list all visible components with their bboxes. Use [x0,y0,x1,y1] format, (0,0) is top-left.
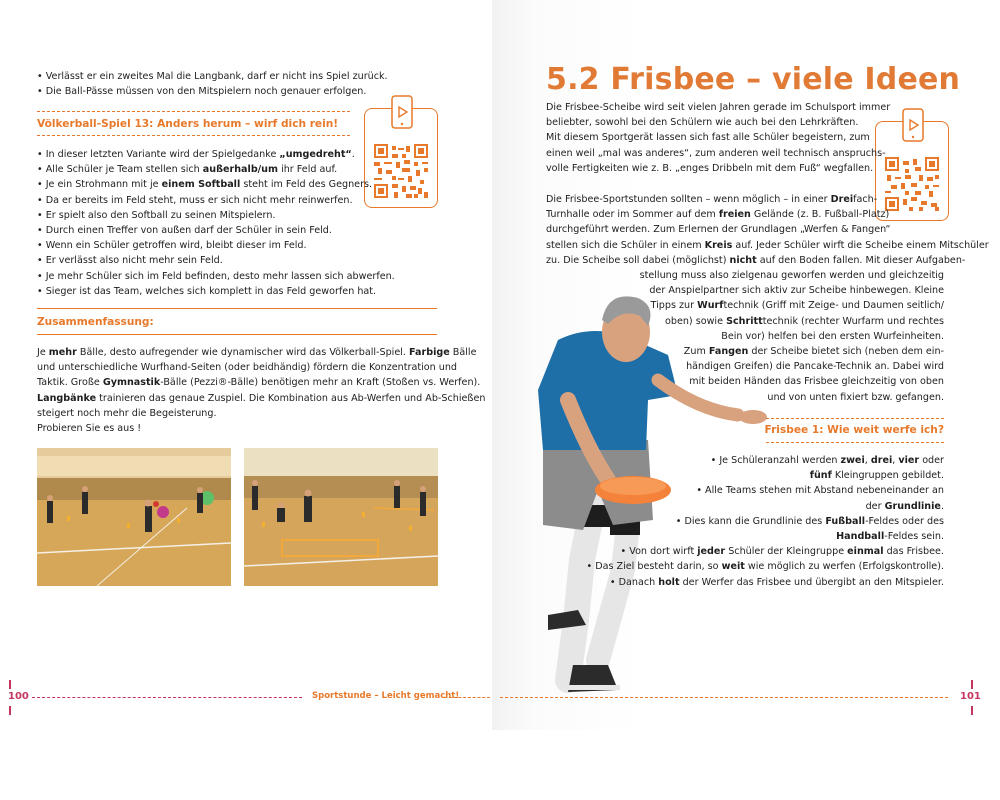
text-run: Wenn ein Schüler getroffen wird, bleibt dieser im Feld. [45,240,307,252]
text-run: Von dort wirft [629,546,698,558]
text-run: fach- [853,194,878,205]
text-line [686,359,944,374]
text-run: Er spielt also den Softball zu seinen Mitspielern. [45,209,276,221]
text-line [37,406,485,421]
text-line [37,391,485,406]
gym-photo-right [244,448,438,586]
game13-bullet-list [37,147,395,299]
text-run: oder [919,455,944,466]
intro-line: einen weil „mal was anderes“, zum anderen weil technisch anspruchs- [546,147,886,159]
text-line [546,207,889,222]
bold-term: Fangen [708,346,749,357]
text-line [37,360,485,375]
text-run: technik (rechter Wurfarm und rechtes [762,315,944,327]
text-run: steigert noch mehr die Begeisterung. [37,407,217,419]
game13-divider-top [37,111,350,112]
text-run: Danach [618,576,659,588]
qr-code-box-right[interactable] [875,121,949,221]
bold-term: Langbänke [37,392,97,404]
text-line [37,345,485,360]
text-run: Gelände (z. B. Fußball-Platz) [750,209,890,221]
text-run: Alle Schüler je Team stellen sich [45,164,203,176]
text-line: • Das Ziel besteht darin, so weit wie möglich zu werfen (Erfolgskontrolle). [586,561,944,573]
bold-term: Fußball [825,515,866,527]
text-run: Bälle, desto aufregender wie dynamischer wird das Völkerball-Spiel. [76,347,410,358]
text-run: stellung muss also zielgenau geworfen werden und gleichzeitig [639,270,944,281]
page-number-left: 100 [8,691,29,702]
summary-heading: Zusammenfassung: [37,316,154,328]
folio-mark-bottom [9,706,11,715]
text-line [665,314,944,329]
text-run: , [892,455,899,466]
bold-term: drei [870,455,893,466]
text-run: Durch einen Treffer von außen darf der Schüler in sein Feld. [45,225,332,237]
folio-mark-top [9,680,11,689]
text-run: Sieger ist das Team, welches sich komplett in das Feld geworfen hat. [45,285,377,297]
text-run: Dies kann die Grundlinie des [684,515,826,527]
bold-term: fünf [809,470,832,482]
text-run: Bälle [449,347,477,358]
text-run: stellen sich die Schüler in einem [546,239,705,251]
text-line [684,344,944,359]
text-line [649,283,944,298]
qr-code-icon [885,157,939,211]
intro-bullet: • Die Ball-Pässe müssen von den Mitspielern noch genauer erfolgen. [37,84,388,99]
text-line: • Da er bereits im Feld steht, muss er sich nicht mehr reinwerfen. [37,194,353,206]
summary-divider-bottom [37,334,437,335]
text-run: -Feldes oder des [865,515,944,527]
text-run: In dieser letzten Variante wird der Spielgedanke [45,149,280,160]
text-line: • Je mehr Schüler sich im Feld befinden, desto mehr lassen sich abwerfen. [37,270,395,282]
footer-dash-left [32,697,302,698]
bold-term: zwei [840,455,865,466]
text-line: • Durch einen Treffer von außen darf der Schüler in sein Feld. [37,225,332,237]
frisbee1-divider-top [766,418,944,419]
text-line: • Dies kann die Grundlinie des Fußball-Feldes oder des [675,515,944,527]
summary-paragraph [37,345,485,436]
text-line [866,499,944,514]
text-run: zu. Die Scheibe soll dabei (möglichst) [546,254,730,266]
text-run: Turnhalle oder im Sommer auf dem [546,209,719,221]
text-line: • Alle Teams stehen mit Abstand nebeneinander an [696,485,944,497]
text-line [37,421,485,436]
bold-term: weit [721,561,745,573]
smartphone-icon [389,95,415,129]
footer-book-title: Sportstunde – Leicht gemacht! [312,691,460,701]
text-run: Schüler der Kleingruppe [725,546,848,558]
text-run: Das Ziel besteht darin, so [595,561,722,573]
game13-divider-bottom [37,135,350,136]
text-line: • Von dort wirft jeder Schüler der Kleingruppe einmal das Frisbee. [620,546,944,558]
text-run: oben) sowie [664,315,727,327]
smartphone-icon [900,108,926,142]
text-line: • Er verlässt also nicht mehr sein Feld. [37,255,223,267]
frisbee1-divider-bottom [766,442,944,443]
bold-term: Gymnastik [102,377,161,389]
text-run: trainieren das genaue Zuspiel. Die Kombination aus Ab-Werfen und Ab-Schießen [96,392,486,404]
text-run: der Scheibe bietet sich (neben dem ein- [748,346,944,357]
bold-term: Kreis [704,239,733,251]
bold-term: holt [658,576,680,588]
text-run: das Frisbee. [883,546,944,558]
folio-mark-top-right [971,680,973,689]
text-run: Er verlässt also nicht mehr sein Feld. [45,255,223,267]
chapter-title: 5.2 Frisbee – viele Ideen [546,62,961,97]
text-run: . [351,149,355,160]
text-run: wie möglich zu werfen (Erfolgskontrolle). [744,561,944,573]
text-line [37,375,485,390]
text-line: • Er spielt also den Softball zu seinen Mitspielern. [37,209,276,221]
text-line [546,238,989,253]
bold-term: vier [898,455,920,466]
text-line: • Je ein Strohmann mit je einem Softball steht im Feld des Gegners. [37,179,373,191]
intro-line: volle Fertigkeiten wie z. B. „enges Dribbeln mit dem Fuß“ wegfallen. [546,162,874,174]
frisbee1-heading: Frisbee 1: Wie weit werfe ich? [764,424,944,436]
text-run: und von unten fixiert bzw. gefangen. [767,391,944,403]
page-number-right: 101 [960,691,981,702]
text-run: steht im Feld des Gegners. [240,179,373,191]
bold-term: Handball [836,531,885,542]
folio-mark-bottom-right [971,706,973,715]
text-line: • Je Schüleranzahl werden zwei, drei, vier oder [710,455,944,466]
intro-line: Mit diesem Sportgerät lassen sich fast alle Schüler begeistern, zum [546,132,870,144]
gym-photo-left [37,448,231,586]
text-run: händigen Greifen) die Pancake-Technik an. Dabei wird [686,361,944,373]
text-run: technik (Griff mit Zeige- und Daumen seitlich/ [723,300,944,312]
text-line: • Danach holt der Werfer das Frisbee und übergibt an den Mitspieler. [609,576,944,588]
text-line: • Wenn ein Schüler getroffen wird, bleibt dieser im Feld. [37,240,307,252]
text-line [546,222,890,237]
intro-bullet-list [37,69,388,99]
bold-term: mehr [48,347,77,358]
text-line: • Sieger ist das Team, welches sich komplett in das Feld geworfen hat. [37,285,377,297]
text-run: auf. Jeder Schüler wirft die Scheibe einem Mitschüler [732,239,989,251]
text-run: und unterschiedliche Wurfhand-Seiten (oder beidhändig) fördern die Konzentration und [37,362,458,374]
bold-term: Grundlinie [884,500,941,512]
text-line: • Alle Schüler je Team stellen sich außerhalb/um ihr Feld auf. [37,164,338,176]
text-line [721,329,944,344]
text-run: , [864,455,871,466]
text-run: Probieren Sie es aus ! [37,423,142,435]
bold-term: freien [718,209,751,221]
text-run: Taktik. Große [37,377,103,389]
intro-line: Die Frisbee-Scheibe wird seit vielen Jahren gerade im Schulsport immer [546,102,891,113]
text-run: ihr Feld auf. [278,164,338,176]
text-run: Da er bereits im Feld steht, muss er sich nicht mehr reinwerfen. [45,194,353,206]
text-run: der Werfer das Frisbee und übergibt an den Mitspieler. [679,576,944,588]
summary-divider-top [37,308,437,309]
text-run: durchgeführt werden. Zum Erlernen der Grundlagen „Werfen & Fangen“ [546,224,891,236]
game13-heading: Völkerball-Spiel 13: Anders herum – wirf dich rein! [37,118,339,130]
intro-line: beliebter, sowohl bei den Schülern wie auch bei den Lehrkräften. [546,117,859,129]
text-run: Je Schüleranzahl werden [719,455,841,466]
text-run: Die Frisbee-Sportstunden sollten – wenn möglich – in einer [546,194,831,205]
bold-term: Farbige [409,347,450,358]
footer-dash-right [500,697,948,698]
bold-term: „umgedreht“ [279,149,352,160]
bold-term: Drei [830,194,854,205]
text-run: -Feldes sein. [884,531,944,542]
text-run: Alle Teams stehen mit Abstand nebeneinander an [705,485,944,497]
text-run: der Anspielpartner sich aktiv zur Scheibe hinbewegen. Kleine [649,285,944,297]
text-line [767,390,944,405]
text-line [651,298,944,313]
text-line [640,268,944,283]
bold-term: einmal [847,546,884,558]
text-line [546,253,965,268]
bold-term: nicht [729,254,757,266]
footer-dash-left-end [444,697,490,698]
bold-term: außerhalb/um [202,164,279,176]
text-run: mit beiden Händen das Frisbee gleichzeitig von oben [689,376,944,388]
text-run: Je ein Strohmann mit je [45,179,162,191]
text-run: Bein vor) helfen bei den ersten Wurfeinheiten. [721,330,944,342]
text-line [546,192,877,207]
text-run: der [865,500,885,512]
text-run: auf den Boden fallen. Mit dieser Aufgaben- [756,254,966,266]
text-line [836,529,944,544]
text-run: Kleingruppen gebildet. [831,470,944,482]
text-run: . [940,500,944,512]
text-run: Zum [683,346,709,357]
text-run: Je [37,347,49,358]
text-run: Je mehr Schüler sich im Feld befinden, desto mehr lassen sich abwerfen. [45,270,395,282]
bold-term: Schritt [726,315,763,327]
bold-term: jeder [697,546,726,558]
text-run: Tipps zur [650,300,698,312]
text-line [689,374,944,389]
intro-bullet: • Verlässt er ein zweites Mal die Langbank, darf er nicht ins Spiel zurück. [37,69,388,84]
text-run: -Bälle (Pezzi®-Bälle) benötigen mehr an Kraft (Stoßen vs. Werfen). [160,377,481,389]
bold-term: Wurf [697,300,724,312]
bold-term: einem Softball [161,179,241,191]
text-line [810,468,944,483]
text-line: • In dieser letzten Variante wird der Spielgedanke „umgedreht“. [37,149,355,160]
